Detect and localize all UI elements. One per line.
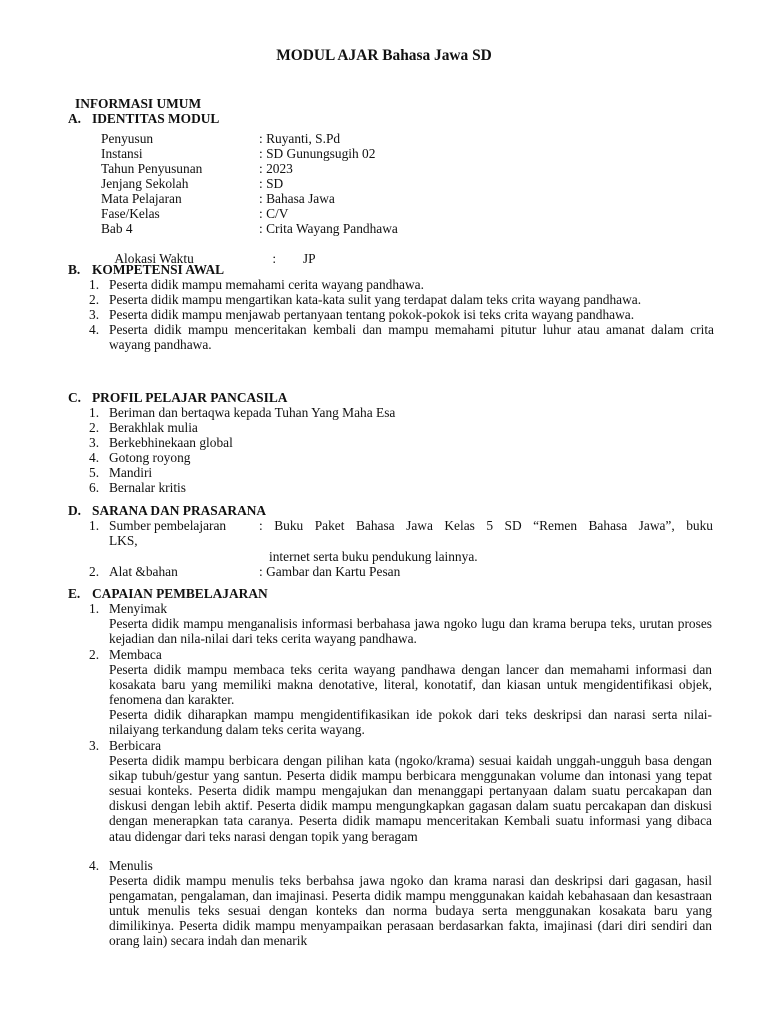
identitas-row-instansi (101, 146, 375, 161)
section-b-title: KOMPETENSI AWAL (92, 262, 225, 277)
section-c-letter: C. (68, 390, 82, 405)
list-number: 1. (89, 601, 100, 616)
capaian-berbicara (89, 738, 712, 844)
kompetensi-list (89, 277, 714, 352)
list-text: Gotong royong (109, 450, 191, 466)
list-number: 1. (89, 405, 100, 420)
identitas-value: : Crita Wayang Pandhawa (259, 221, 398, 236)
sarana-row-sumber-cont2: internet serta buku pendukung lainnya. (269, 549, 478, 564)
list-text: Berkebhinekaan global (109, 435, 233, 451)
identitas-row-fase (101, 206, 288, 221)
list-number: 2. (89, 564, 100, 579)
list-number: 3. (89, 738, 100, 753)
list-item (89, 307, 714, 322)
section-d-title: SARANA DAN PRASARANA (92, 503, 267, 518)
capaian-paragraph: Peserta didik mampu menganalisis informasi berbahasa jawa ngoko lugu dan krama berupa teks, urutan proses kejadian dan nila-nilai dari teks cerita wayang pandhawa. (109, 616, 712, 647)
section-a-letter: A. (68, 111, 82, 126)
identitas-row-bab (101, 221, 398, 236)
section-c-title: PROFIL PELAJAR PANCASILA (92, 390, 288, 405)
capaian-subtitle: Menyimak (109, 601, 168, 616)
identitas-label: Jenjang Sekolah (101, 176, 189, 191)
sarana-value: : Buku Paket Bahasa Jawa Kelas 5 SD “Remen Bahasa Jawa”, buku (259, 518, 713, 533)
list-item (89, 420, 714, 435)
capaian-subtitle: Membaca (109, 647, 162, 662)
list-item (89, 465, 714, 480)
list-number: 4. (89, 450, 100, 466)
list-number: 1. (89, 518, 100, 533)
section-d-heading (68, 503, 266, 518)
list-item (89, 322, 714, 352)
section-c-heading (68, 390, 287, 405)
identitas-row-tahun (101, 161, 293, 176)
document-title: MODUL AJAR Bahasa Jawa SD (276, 47, 492, 64)
section-e-title: CAPAIAN PEMBELAJARAN (92, 586, 268, 601)
list-text: Peserta didik mampu menceritakan kembali dan mampu memahami pitutur luhur atau amanat dalam crita wayang pandhawa. (109, 322, 714, 353)
list-number: 5. (89, 465, 100, 481)
section-e-letter: E. (68, 586, 81, 601)
capaian-menyimak (89, 601, 712, 647)
sarana-row-alat (89, 564, 714, 579)
list-text: Berakhlak mulia (109, 420, 198, 436)
section-d-letter: D. (68, 503, 82, 518)
list-text: Mandiri (109, 465, 153, 481)
identitas-label: Instansi (101, 146, 143, 161)
capaian-menulis (89, 858, 712, 949)
capaian-subtitle: Berbicara (109, 738, 162, 753)
sarana-row-sumber (89, 518, 714, 533)
identitas-label: Tahun Penyusunan (101, 161, 203, 176)
list-item (89, 450, 714, 465)
identitas-label: Mata Pelajaran (101, 191, 182, 206)
list-number: 6. (89, 480, 100, 496)
identitas-value: : SD Gunungsugih 02 (259, 146, 376, 161)
identitas-row-mapel (101, 191, 335, 206)
list-number: 2. (89, 420, 100, 436)
list-item (89, 277, 714, 292)
list-number: 4. (89, 858, 100, 873)
section-b-letter: B. (68, 262, 81, 277)
capaian-paragraph: Peserta didik mampu membaca teks cerita wayang pandhawa dengan lancer dan memahami informasi dan kosakata baru yang memiliki makna denotative, literal, konotatif, dan kiasan untuk mengidentifikasi objek, fenomena dan karakter. (109, 662, 712, 708)
identitas-row-penyusun (101, 131, 340, 146)
list-item (89, 435, 714, 450)
list-number: 4. (89, 322, 100, 338)
list-item (89, 480, 714, 495)
identitas-value: : SD (259, 176, 284, 191)
list-number: 2. (89, 292, 100, 308)
list-text: Beriman dan bertaqwa kepada Tuhan Yang Maha Esa (109, 405, 396, 420)
capaian-paragraph: Peserta didik mampu menulis teks berbahsa jawa ngoko dan krama narasi dan deskripsi dari gagasan, hasil pengamatan, pengalaman, dan imajinasi. Peserta didik mampu menggunakan kaidah kebahasaan dan kesastraan untuk menulis teks sesuai dengan konteks dan norma budaya serta menggunakan kosakata baru yang dimilikinya. Peserta didik mampu menyampaikan perasaan berdasarkan fakta, imajinasi (dari diri sendiri dan orang lain) secara indah dan menarik (109, 873, 712, 949)
identitas-row-jenjang (101, 176, 283, 191)
list-text: Peserta didik mampu mengartikan kata-kata sulit yang terdapat dalam teks crita wayang pandhawa. (109, 292, 642, 308)
section-a-heading (68, 111, 219, 126)
list-item (89, 405, 714, 420)
capaian-paragraph: Peserta didik mampu berbicara dengan pilihan kata (ngoko/krama) sesuai kaidah unggah-ungguh basa dengan sikap tubuh/gestur yang santun. Peserta didik mampu berbicara menggunakan volume dan intonasi yang tepat sesuai konteks. Peserta didik mampu mengajukan dan menanggapi pertanyaan dalam suatu percakapan dan diskusi dengan lebih aktif. Peserta didik mampu mengungkapkan gagasan dalam suatu percakapan dan diskusi dengan menerapkan tata caranya. Peserta didik mamapu menceritakan Kembali suatu informasi yang dibaca atau didengar dari teks narasi dengan topik yang beragam (109, 753, 712, 844)
sarana-label: Alat &bahan (109, 564, 178, 579)
list-number: 2. (89, 647, 100, 662)
sarana-value: : Gambar dan Kartu Pesan (259, 564, 401, 579)
capaian-subtitle: Menulis (109, 858, 153, 873)
sarana-row-sumber-cont1: LKS, (109, 533, 138, 548)
section-b-heading (68, 262, 224, 277)
list-number: 3. (89, 307, 100, 323)
section-a-title: IDENTITAS MODUL (92, 111, 220, 126)
capaian-paragraph: Peserta didik diharapkan mampu mengidentifikasikan ide pokok dari teks deskripsi dan narasi serta nilai-nilaiyang terkandung dalam teks cerita wayang. (109, 707, 712, 738)
identitas-value: : Ruyanti, S.Pd (259, 131, 341, 146)
sarana-label: Sumber pembelajaran (109, 518, 227, 533)
identitas-value: : JP (272, 251, 316, 267)
informasi-umum-heading: INFORMASI UMUM (75, 96, 202, 111)
list-text: Bernalar kritis (109, 480, 186, 496)
list-number: 3. (89, 435, 100, 451)
list-text: Peserta didik mampu memahami cerita wayang pandhawa. (109, 277, 424, 292)
profil-list (89, 405, 714, 496)
list-item (89, 292, 714, 307)
identitas-value: : Bahasa Jawa (259, 191, 335, 206)
list-number: 1. (89, 277, 100, 292)
section-e-heading (68, 586, 268, 601)
identitas-label: Penyusun (101, 131, 154, 146)
identitas-label: Fase/Kelas (101, 206, 160, 221)
identitas-label: Bab 4 (101, 221, 133, 236)
identitas-value: : C/V (259, 206, 289, 221)
list-text: Peserta didik mampu menjawab pertanyaan tentang pokok-pokok isi teks crita wayang pandhawa. (109, 307, 635, 323)
identitas-value: : 2023 (259, 161, 293, 176)
capaian-membaca (89, 647, 712, 738)
identitas-label: Alokasi Waktu (114, 251, 194, 267)
